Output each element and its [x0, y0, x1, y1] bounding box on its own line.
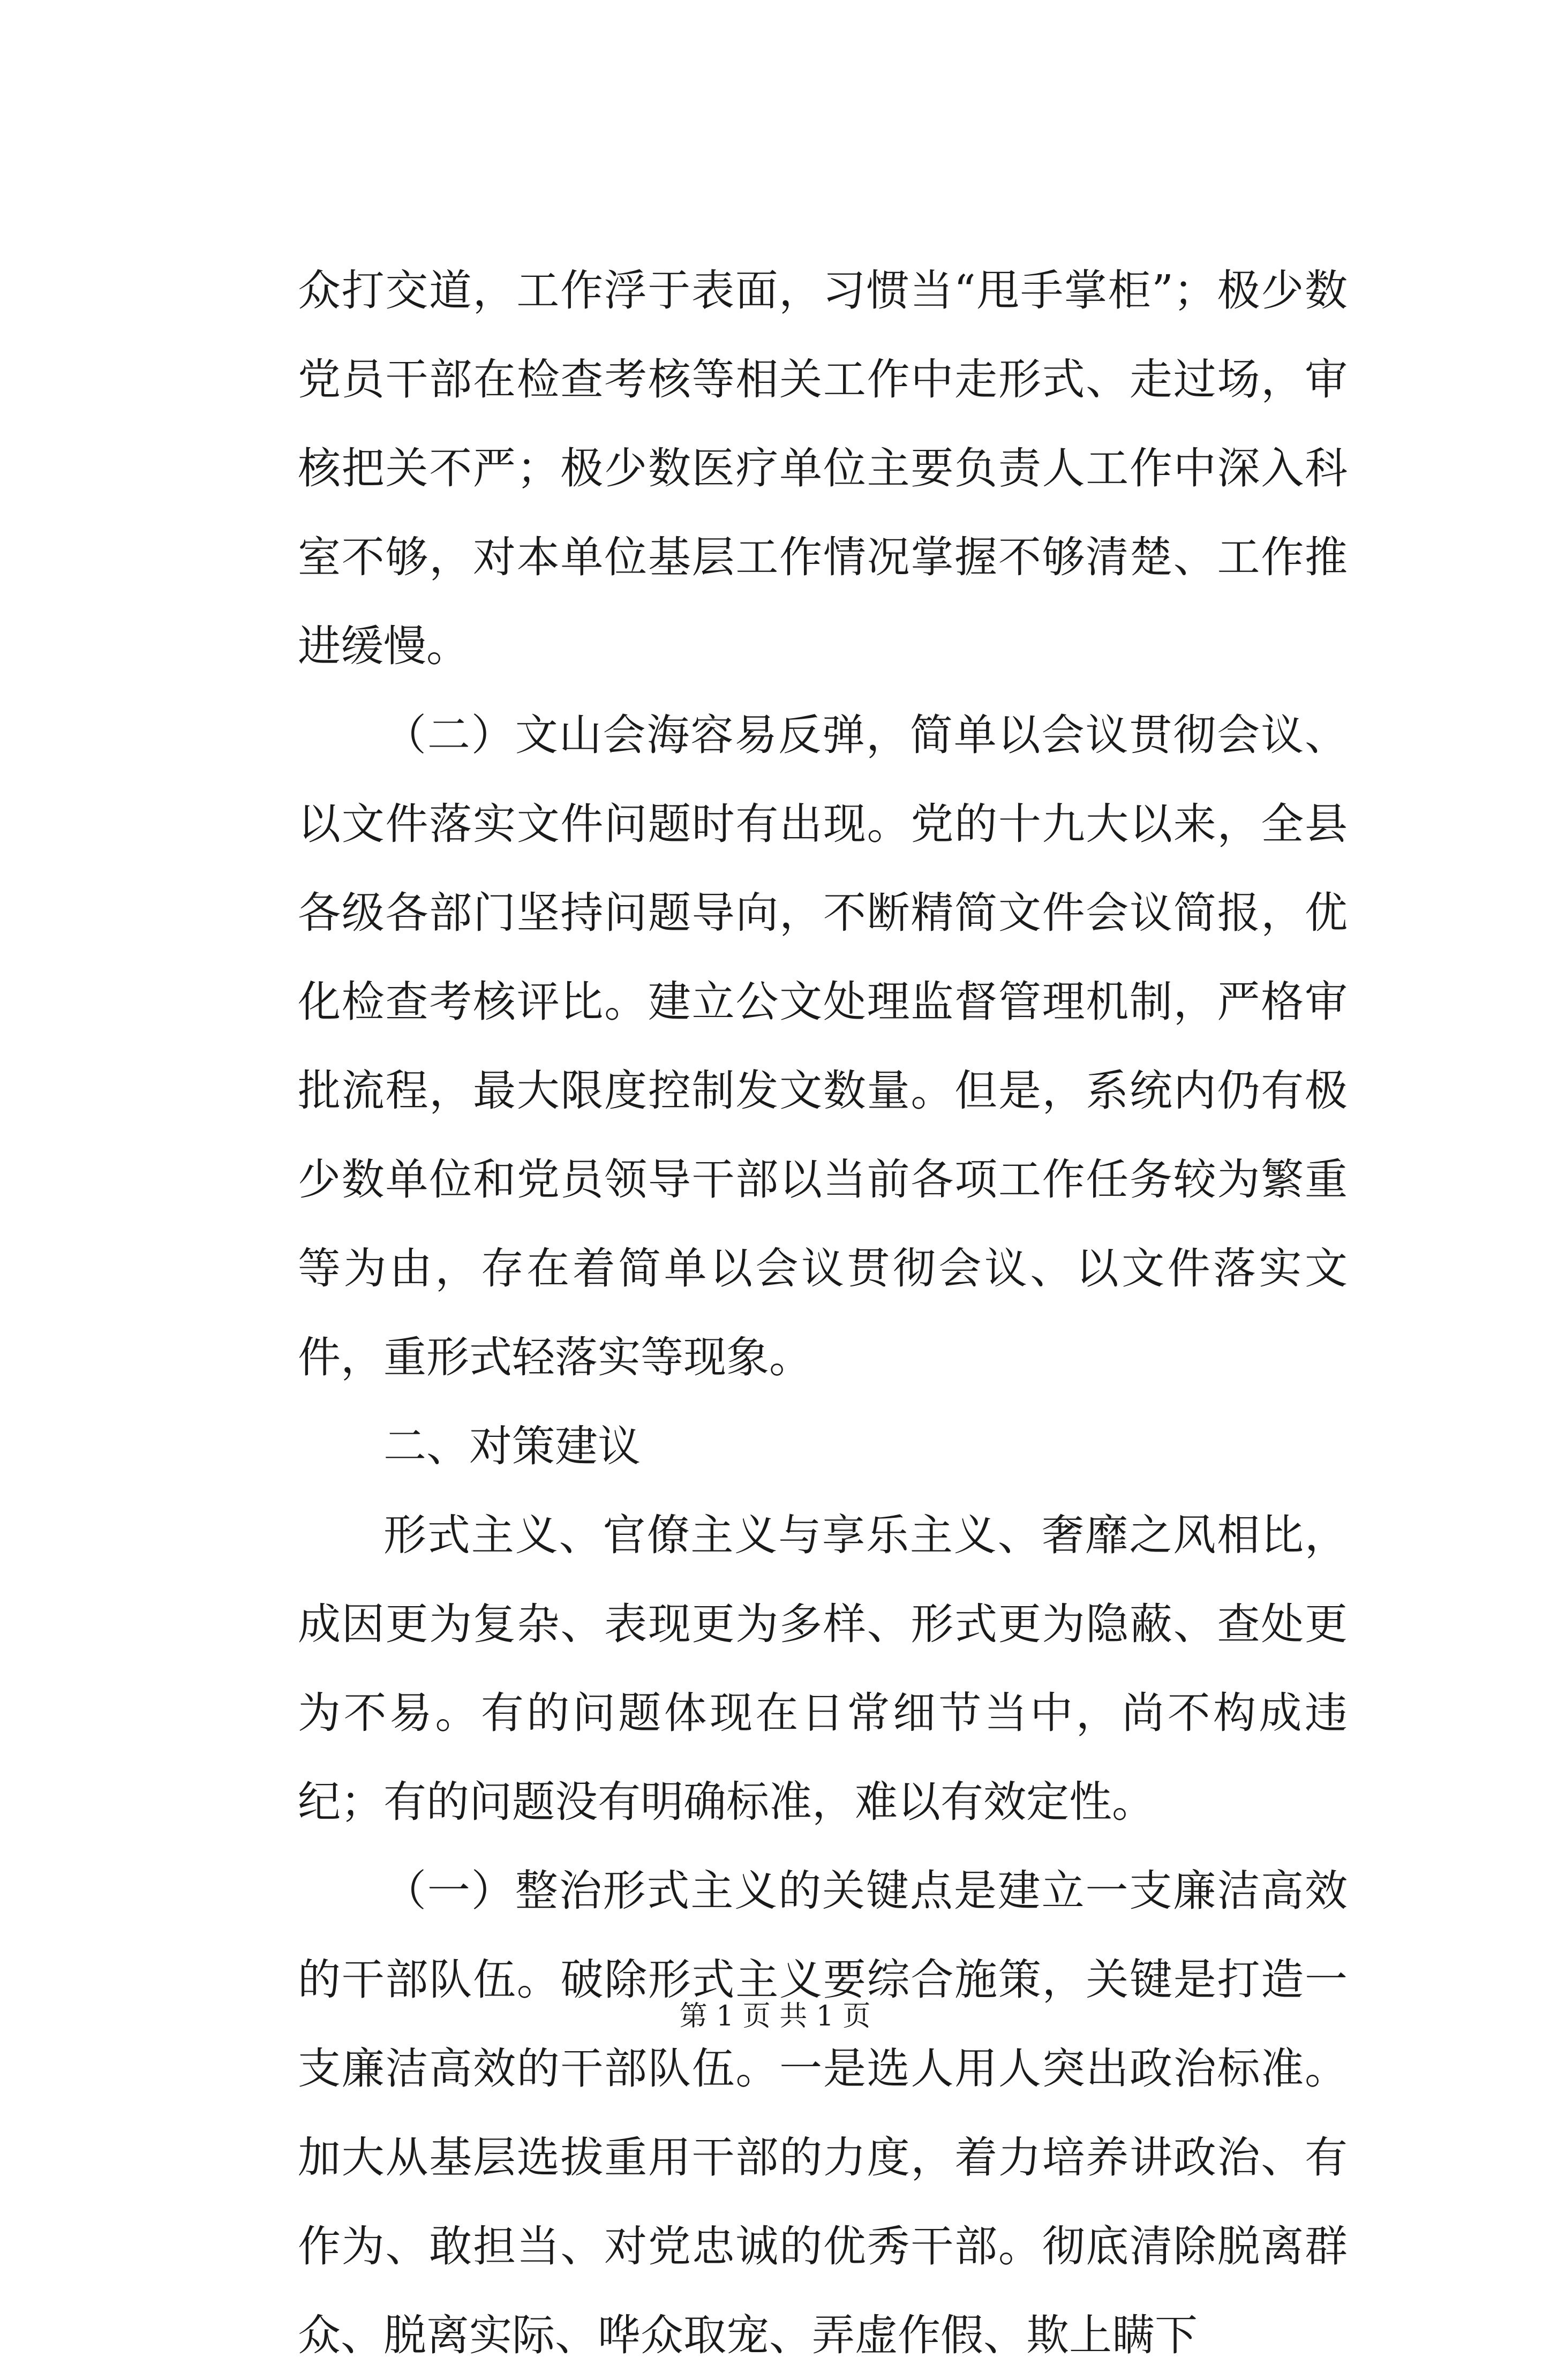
- paragraph-section-1: （一）整治形式主义的关键点是建立一支廉洁高效的干部队伍。破除形式主义要综合施策，关键是打造一支廉洁高效的干部队伍。一是选人用人突出政治标准。加大从基层选拔重用干部的力度，着力培养讲政治、有作为、敢担当、对党忠诚的优秀干部。彻底清除脱离群众、脱离实际、哗众取宠、弄虚作假、欺上瞒下: [298, 1866, 1348, 2360]
- section-heading-countermeasures: 二、对策建议: [383, 1421, 641, 1471]
- page-footer: 第 1 页 共 1 页: [679, 2000, 871, 2032]
- paragraph-section-2: （二）文山会海容易反弹，简单以会议贯彻会议、以文件落实文件问题时有出现。党的十九大以来，全县各级各部门坚持问题导向，不断精简文件会议简报，优化检查考核评比。建立公文处理监督管理机制，严格审批流程，最大限度控制发文数量。但是，系统内仍有极少数单位和党员领导干部以当前各项工作任务较为繁重等为由，存在着简单以会议贯彻会议、以文件落实文件，重形式轻落实等现象。: [298, 710, 1348, 1382]
- document-body: [298, 246, 1348, 2380]
- paragraph-continued: 众打交道，工作浮于表面，习惯当“甩手掌柜”；极少数党员干部在检查考核等相关工作中走形式、走过场，审核把关不严；极少数医疗单位主要负责人工作中深入科室不够，对本单位基层工作情况掌握不够清楚、工作推进缓慢。: [298, 266, 1348, 671]
- paragraph-overview: 形式主义、官僚主义与享乐主义、奢靡之风相比，成因更为复杂、表现更为多样、形式更为隐蔽、查处更为不易。有的问题体现在日常细节当中，尚不构成违纪；有的问题没有明确标准，难以有效定性。: [298, 1510, 1348, 1827]
